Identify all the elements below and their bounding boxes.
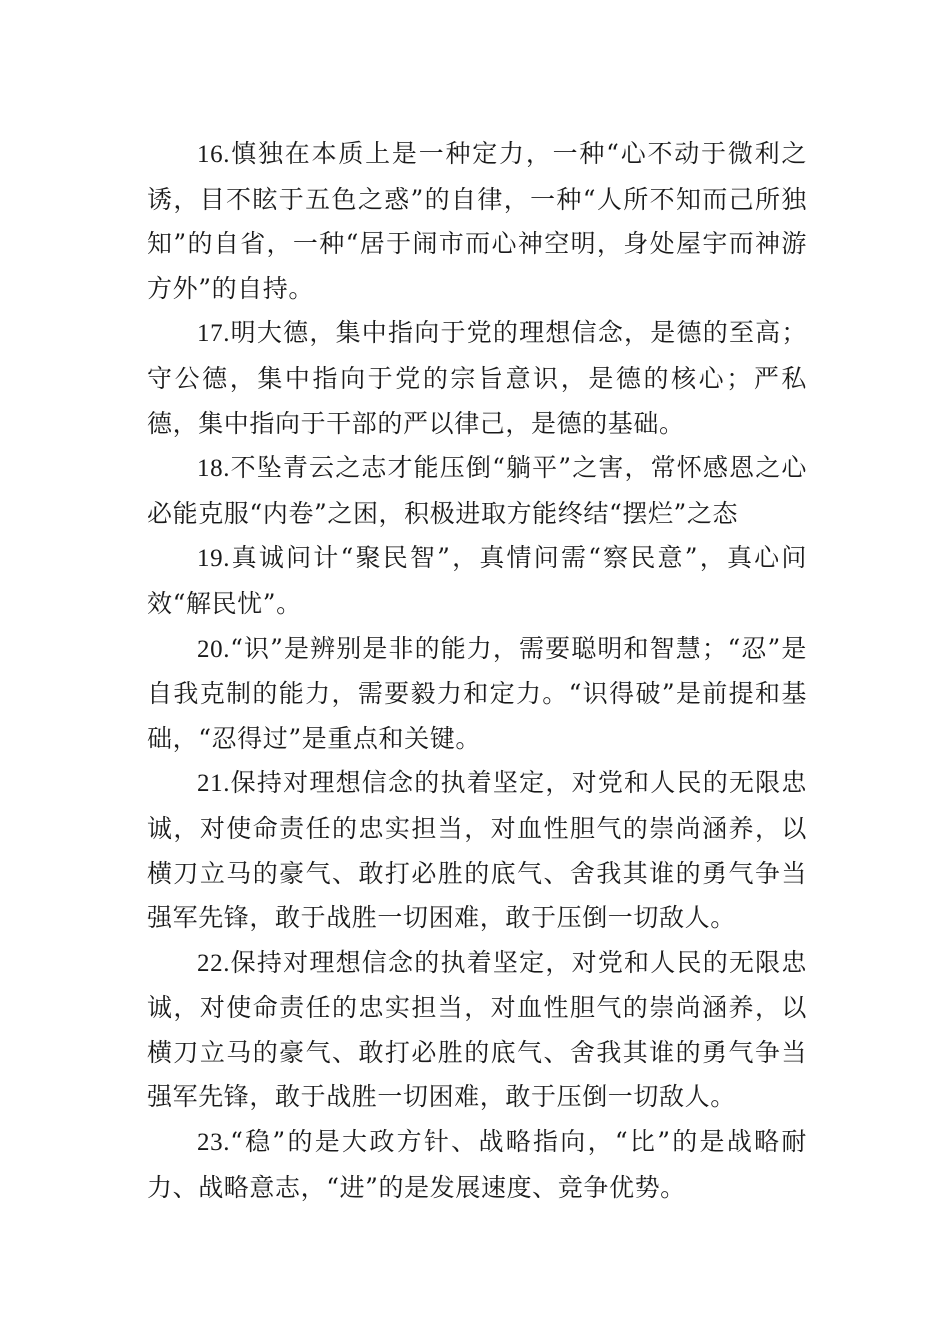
- paragraph-22: [147, 941, 807, 1120]
- paragraph-number: 23.: [197, 1129, 231, 1157]
- paragraph-text: 不坠青云之志才能压倒“躺平”之害，常怀感恩之心必能克服“内卷”之困，积极进取方能终结“摆烂”之态: [147, 453, 807, 528]
- paragraph-number: 19.: [197, 545, 231, 573]
- paragraph-20: [147, 627, 807, 762]
- paragraph-text: 保持对理想信念的执着坚定，对党和人民的无限忠诚，对使命责任的忠实担当，对血性胆气的崇尚涵养，以横刀立马的豪气、敢打必胜的底气、舍我其谁的勇气争当强军先锋，敢于战胜一切困难，敢于压倒一切敌人。: [147, 768, 807, 933]
- paragraph-number: 17.: [197, 320, 231, 348]
- paragraph-text: 真诚问计“聚民智”，真情问需“察民意”，真心问效“解民忧”。: [147, 543, 807, 618]
- paragraph-number: 18.: [197, 455, 231, 483]
- paragraph-number: 22.: [197, 949, 231, 977]
- paragraph-number: 21.: [197, 770, 231, 798]
- paragraph-23: [147, 1120, 807, 1210]
- paragraph-text: “识”是辨别是非的能力，需要聪明和智慧；“忍”是自我克制的能力，需要毅力和定力。“识得破”是前提和基础，“忍得过”是重点和关键。: [147, 633, 807, 753]
- paragraph-text: 慎独在本质上是一种定力，一种“心不动于微利之诱，目不眩于五色之惑”的自律，一种“人所不知而己所独知”的自省，一种“居于闹市而心神空明，身处屋宇而神游方外”的自持。: [147, 139, 807, 303]
- paragraph-17: [147, 311, 807, 446]
- paragraph-21: [147, 761, 807, 940]
- paragraph-text: 明大德，集中指向于党的理想信念，是德的至高；守公德，集中指向于党的宗旨意识，是德的核心；严私德，集中指向于干部的严以律己，是德的基础。: [147, 318, 807, 438]
- document-page: [147, 132, 807, 1210]
- paragraph-text: “稳”的是大政方针、战略指向，“比”的是战略耐力、战略意志，“进”的是发展速度、竞争优势。: [147, 1127, 807, 1202]
- paragraph-number: 16.: [197, 141, 231, 168]
- paragraph-text: 保持对理想信念的执着坚定，对党和人民的无限忠诚，对使命责任的忠实担当，对血性胆气的崇尚涵养，以横刀立马的豪气、敢打必胜的底气、舍我其谁的勇气争当强军先锋，敢于战胜一切困难，敢于压倒一切敌人。: [147, 947, 807, 1112]
- paragraph-16: [147, 132, 807, 311]
- paragraph-18: [147, 446, 807, 536]
- paragraph-19: [147, 536, 807, 626]
- paragraph-number: 20.: [197, 635, 231, 663]
